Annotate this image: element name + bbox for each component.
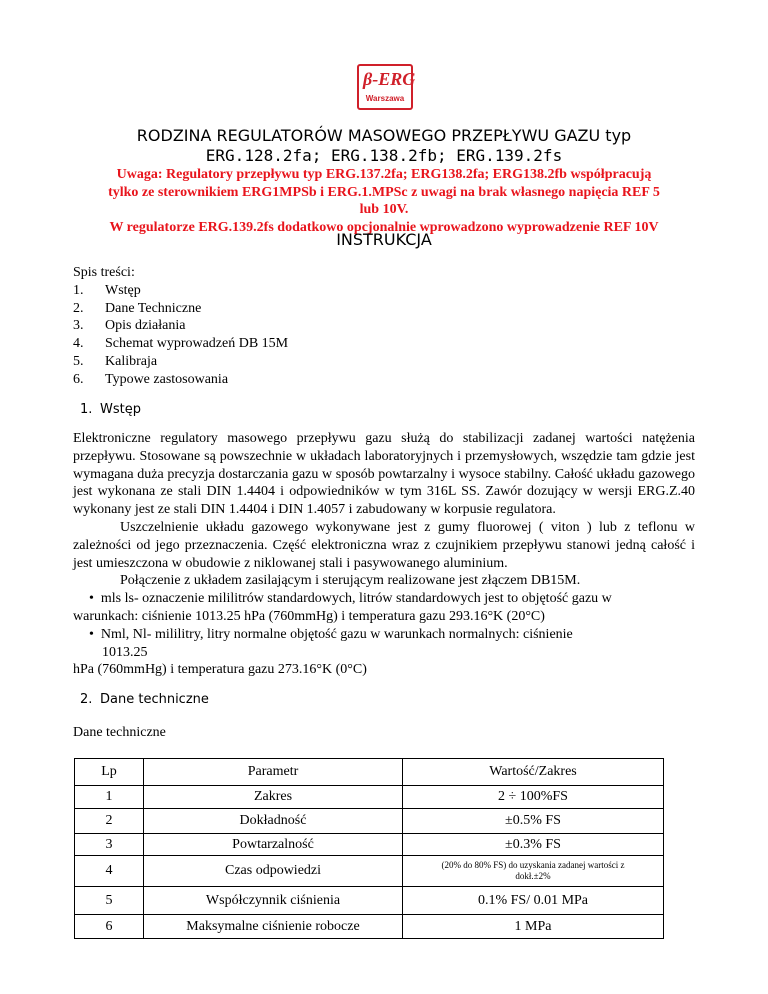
toc-item xyxy=(73,371,673,389)
warning-line: tylko ze sterownikiem ERG1MPSb i ERG.1.MPSc z uwagi na brak własnego napięcia REF 5 xyxy=(108,184,660,200)
toc-number: 6. xyxy=(73,371,84,387)
table-row xyxy=(75,915,664,939)
warning-line: lub 10V. xyxy=(359,202,409,217)
table-cell-param: Współczynnik ciśnienia xyxy=(144,887,403,915)
introduction-body xyxy=(73,430,695,679)
warning-line: W regulatorze ERG.139.2fs dodatkowo opcjonalnie wprowadzono wyprowadzenie REF 10V xyxy=(109,219,659,235)
column-header: Wartość/Zakres xyxy=(403,759,664,786)
toc-number: 5. xyxy=(73,353,84,369)
value-line: (20% do 80% FS) do uzyskania zadanej wartości z xyxy=(441,860,625,870)
section-title: Wstęp xyxy=(100,402,141,417)
toc-item xyxy=(73,353,673,371)
table-caption: Dane techniczne xyxy=(73,725,166,740)
toc-item xyxy=(73,317,673,335)
table-cell-value: 1 MPa xyxy=(403,915,664,939)
table-row xyxy=(75,834,664,856)
toc-number: 4. xyxy=(73,336,84,352)
toc-label: Wstęp xyxy=(105,282,141,298)
toc-label: Typowe zastosowania xyxy=(105,371,229,387)
table-cell-param: Dokładność xyxy=(144,809,403,834)
toc-number: 3. xyxy=(73,318,84,334)
toc-item xyxy=(73,300,673,318)
paragraph: Elektroniczne regulatory masowego przepływu gazu służą do stabilizacji zadanej wartości natężenia przepływu. Stosowane są powszechnie w układach laboratoryjnych i przemysłowych, wszędzie tam gdzie jest wymagana duża precyzja dostarczania gazu w sposób powtarzalny i wysoce stabilny. Całość układu gazowego jest wykonana ze stali DIN 1.4404 i odpowiedników w tym 316L SS. Zawór dozujący w wersji ERG.Z.40 wykonany jest ze stali DIN 1.4404 i DIN 1.4057 i zabudowany w korpusie regulatora. xyxy=(73,431,695,518)
logo-city: Warszawa xyxy=(365,94,405,103)
table-cell-param: Powtarzalność xyxy=(144,834,403,856)
bullet-continuation: hPa (760mmHg) i temperatura gazu 273.16°K (0°C) xyxy=(73,662,367,678)
column-header: Parametr xyxy=(144,759,403,786)
table-cell-lp: 4 xyxy=(75,856,144,887)
bullet-continuation: 1013.25 xyxy=(102,644,148,660)
doc-subtitle-instruction: INSTRUKCJA xyxy=(336,230,432,249)
toc-label: Opis działania xyxy=(105,318,186,334)
table-cell-value: ±0.3% FS xyxy=(403,834,664,856)
logo-mark: β-ERG xyxy=(363,69,416,89)
table-cell-lp: 6 xyxy=(75,915,144,939)
doc-title-models: ERG.128.2fa; ERG.138.2fb; ERG.139.2fs xyxy=(205,146,563,165)
bullet-continuation: warunkach: ciśnienie 1013.25 hPa (760mmHg) i temperatura gazu 293.16°K (20°C) xyxy=(73,608,545,624)
bullet-symbol: • xyxy=(89,591,94,607)
toc-item xyxy=(73,282,673,300)
table-cell-param: Czas odpowiedzi xyxy=(144,856,403,887)
section-heading-technical-data xyxy=(80,692,209,708)
logo-frame xyxy=(357,64,416,110)
bullet-item xyxy=(73,590,695,608)
toc-label: Schemat wyprowadzeń DB 15M xyxy=(105,336,289,352)
table-row xyxy=(75,786,664,809)
toc-label: Dane Techniczne xyxy=(105,300,202,316)
table-cell-lp: 5 xyxy=(75,887,144,915)
section-number: 1. xyxy=(80,402,93,417)
table-header-row xyxy=(75,759,664,786)
table-cell-lp: 3 xyxy=(75,834,144,856)
doc-title-line1: RODZINA REGULATORÓW MASOWEGO PRZEPŁYWU GAZU typ xyxy=(136,126,632,145)
table-cell-param: Zakres xyxy=(144,786,403,809)
table-cell-value: ±0.5% FS xyxy=(403,809,664,834)
table-cell-value: 0.1% FS/ 0.01 MPa xyxy=(403,887,664,915)
toc-number: 2. xyxy=(73,300,84,316)
table-row xyxy=(75,887,664,915)
table-cell-lp: 1 xyxy=(75,786,144,809)
bullet-text: mls ls- oznaczenie mililitrów standardowych, litrów standardowych jest to objętość gazu w xyxy=(100,591,612,607)
warning-line: Uwaga: Regulatory przepływu typ ERG.137.2fa; ERG138.2fa; ERG138.2fb współpracują xyxy=(116,167,652,182)
table-row xyxy=(75,856,664,887)
warning-notice xyxy=(60,166,708,236)
toc-heading: Spis treści: xyxy=(73,265,135,280)
section-heading-introduction xyxy=(80,402,141,418)
table-cell-value xyxy=(403,856,664,887)
bullet-text: Nml, Nl- mililitry, litry normalne objętość gazu w warunkach normalnych: ciśnienie xyxy=(100,626,573,642)
column-header: Lp xyxy=(75,759,144,786)
table-cell-value: 2 ÷ 100%FS xyxy=(403,786,664,809)
toc-item xyxy=(73,335,673,353)
paragraph: Uszczelnienie układu gazowego wykonywane jest z gumy fluorowej ( viton ) lub z teflonu w zależności od jego przeznaczenia. Część elektroniczna wraz z czujnikiem przepływu stanowi jedną całość i jest umieszczona w obudowie z niklowanej stali i pasywowanego aluminium. xyxy=(73,519,695,571)
bullet-symbol: • xyxy=(89,626,94,642)
section-number: 2. xyxy=(80,692,93,707)
value-line: dokł.±2% xyxy=(515,871,551,881)
paragraph: Połączenie z układem zasilającym i sterującym realizowane jest złączem DB15M. xyxy=(120,573,581,589)
table-cell-param: Maksymalne ciśnienie robocze xyxy=(144,915,403,939)
section-title: Dane techniczne xyxy=(100,692,209,707)
toc-label: Kalibraja xyxy=(105,353,158,369)
table-cell-lp: 2 xyxy=(75,809,144,834)
technical-data-table xyxy=(74,758,664,939)
company-logo xyxy=(357,64,416,108)
bullet-item xyxy=(73,626,695,644)
table-row xyxy=(75,809,664,834)
table-of-contents xyxy=(73,264,673,389)
toc-number: 1. xyxy=(73,282,84,298)
